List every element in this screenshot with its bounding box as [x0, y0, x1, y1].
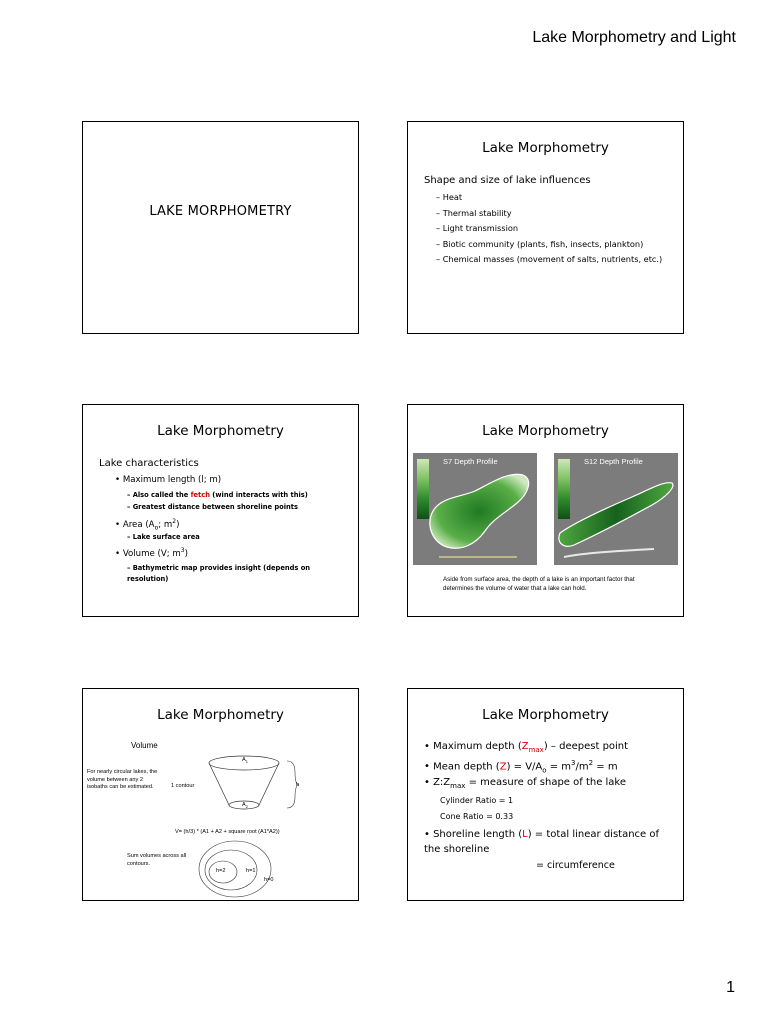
- list-item: – Chemical masses (movement of salts, nutrients, etc.): [436, 254, 674, 265]
- contour-h0: h=0: [264, 877, 274, 883]
- sub-bullet-distance: – Greatest distance between shoreline points: [127, 502, 327, 513]
- slide-4: [407, 404, 684, 617]
- slide-caption: Aside from surface area, the depth of a lake is an important factor that determines the volume of water that a lake can hold.: [443, 576, 635, 592]
- list-item: – Heat: [436, 192, 674, 203]
- list-item: – Thermal stability: [436, 208, 674, 219]
- slide-lead-text: Lake characteristics: [99, 458, 199, 469]
- slide-title: Lake Morphometry: [482, 423, 609, 439]
- sum-volumes-note: Sum volumes across all contours.: [127, 853, 187, 867]
- slide-lead-text: Shape and size of lake influences: [424, 175, 591, 186]
- slide-title: Lake Morphometry: [157, 423, 284, 439]
- slide-2: [407, 121, 684, 334]
- list-item: – Light transmission: [436, 223, 674, 234]
- bullet-max-depth: • Maximum depth $(Z_{max})$ – deepest point: [424, 741, 628, 754]
- contour-h1: h=1: [246, 868, 256, 874]
- bullet-z-ratio: • $Z:Z_{max}$ = measure of shape of the lake: [424, 777, 626, 790]
- influence-list: [436, 192, 674, 270]
- cylinder-ratio: Cylinder Ratio = 1: [440, 796, 514, 805]
- page-header-title: Lake Morphometry and Light: [532, 29, 736, 46]
- slide-5: [82, 688, 359, 901]
- contour-label: 1 contour: [171, 783, 195, 789]
- lake-s7-shape: [413, 453, 537, 565]
- slide-6: [407, 688, 684, 901]
- sub-bullet-surface-area: – Lake surface area: [127, 532, 327, 543]
- list-item: – Biotic community (plants, fish, insects, plankton): [436, 239, 674, 250]
- cone-ratio: Cone Ratio = 0.33: [440, 812, 514, 821]
- photo-title: S12 Depth Profile: [584, 457, 643, 466]
- sub-bullet-bathymetric: – Bathymetric map provides insight (depends on resolution): [127, 563, 327, 585]
- contour-h2: h=2: [216, 868, 226, 874]
- photo-title: S7 Depth Profile: [443, 457, 498, 466]
- height-label: h: [296, 782, 300, 788]
- fetch-highlight: fetch: [190, 491, 210, 499]
- slide-3: [82, 404, 359, 617]
- slide-title: Lake Morphometry: [157, 707, 284, 723]
- depth-profile-photo-s7: [413, 453, 537, 565]
- circular-lake-note: For nearly circular lakes, the volume between any 2 isobaths can be estimated.: [87, 769, 158, 790]
- sub-bullet-fetch: – Also called the fetch (wind interacts with this): [127, 490, 327, 501]
- slide-title: Lake Morphometry: [482, 707, 609, 723]
- area-a2-label: $A_2$: [242, 802, 248, 810]
- bullet-area: • Area ($A_o$; $m^2$): [115, 518, 179, 532]
- lake-s12-shape: [554, 453, 678, 565]
- depth-profile-photo-s12: [554, 453, 678, 565]
- slide-title: LAKE MORPHOMETRY: [149, 204, 292, 219]
- bullet-mean-depth: • Mean depth $(Z) = V/A_o = m^3/m^2 = m$: [424, 759, 618, 774]
- circumference-note: = circumference: [536, 860, 615, 871]
- page-number: 1: [726, 979, 735, 996]
- bullet-shoreline-length: • Shoreline length (L) = total linear distance of the shoreline: [424, 827, 674, 857]
- bullet-max-length: • Maximum length (l; m): [115, 475, 221, 485]
- bullet-volume: • Volume (V; $m^3$): [115, 547, 188, 559]
- slide-title: Lake Morphometry: [482, 140, 609, 156]
- volume-formula: V= (h/3) * (A1 + A2 + square root (A1*A2)): [175, 829, 280, 835]
- area-a1-label: $A_1$: [242, 757, 248, 765]
- volume-label: Volume: [131, 741, 158, 750]
- slide-1: [82, 121, 359, 334]
